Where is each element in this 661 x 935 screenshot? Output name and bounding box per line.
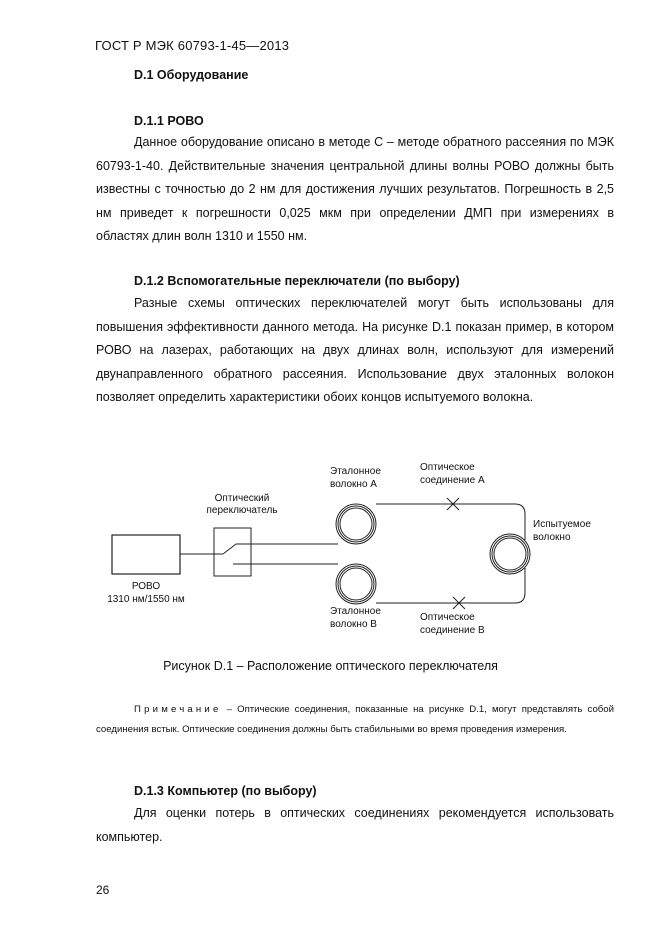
ref-b-label-line2: волокно В bbox=[330, 619, 377, 630]
pobo-label-line2: 1310 нм/1550 нм bbox=[107, 594, 185, 605]
test-fiber-coil bbox=[490, 534, 530, 574]
optical-switch-box bbox=[214, 528, 251, 576]
paragraph-d13: Для оценки потерь в оптических соединениях рекомендуется использовать компьютер. bbox=[96, 806, 614, 844]
conn-a-label-line1: Оптическое bbox=[420, 462, 475, 473]
switch-label-line1: Оптический bbox=[214, 493, 270, 504]
section-heading-d11: D.1.1 РОВО bbox=[134, 114, 204, 128]
ref-b-label-line1: Эталонное bbox=[330, 606, 381, 617]
paragraph-d11: Данное оборудование описано в методе С – методе обратного рассеяния по МЭК 60793-1-40. Действительные значения центральной длины волны РОВО должны быть известны с точностью до 2 нм для достижения лучших результатов. Погрешность в 2,5 нм приведет к погрешности 0,025 мкм при определении ДМП при измерениях в областях длин волн 1310 и 1550 нм. bbox=[96, 135, 614, 243]
note-text: – Оптические соединения, показанные на рисунке D.1, могут представлять собой соединения встык. Оптические соединения должны быть стабильными во время проведения измерения. bbox=[96, 704, 614, 735]
pobo-box bbox=[112, 535, 180, 574]
page-number: 26 bbox=[96, 883, 110, 897]
switch-lever bbox=[223, 544, 236, 554]
test-fiber-label-line1: Испытуемое bbox=[533, 519, 591, 530]
pobo-label-line1: РОВО bbox=[131, 581, 161, 592]
reference-fiber-a-coil bbox=[336, 504, 376, 544]
conn-b-label-line1: Оптическое bbox=[420, 612, 475, 623]
figure-note bbox=[96, 700, 614, 740]
document-header: ГОСТ Р МЭК 60793-1-45—2013 bbox=[95, 38, 290, 53]
paragraph-d12: Разные схемы оптических переключателей могут быть использованы для повышения эффективности данного метода. На рисунке D.1 показан пример, в котором РОВО на лазерах, работающих на двух длинах волн, используют для измерений двунаправленного обратного рассеяния. Использование двух эталонных волокон позволяет определить характеристики обоих концов испытуемого волокна. bbox=[96, 296, 614, 404]
section-heading-d12: D.1.2 Вспомогательные переключатели (по выбору) bbox=[134, 274, 460, 288]
reference-fiber-b-coil bbox=[336, 564, 376, 604]
ref-a-label-line2: волокно А bbox=[330, 479, 377, 490]
conn-b-label-line2: соединение В bbox=[420, 625, 485, 636]
ref-a-label-line1: Эталонное bbox=[330, 466, 381, 477]
figure-caption: Рисунок D.1 – Расположение оптического переключателя bbox=[163, 659, 498, 673]
conn-a-label-line2: соединение А bbox=[420, 475, 485, 486]
section-heading-d13: D.1.3 Компьютер (по выбору) bbox=[134, 784, 317, 798]
switch-label-line2: переключатель bbox=[206, 505, 278, 516]
note-title: Примечание bbox=[134, 704, 222, 715]
test-fiber-label-line2: волокно bbox=[533, 532, 571, 543]
figure-d1-diagram bbox=[0, 440, 661, 650]
section-heading-d1: D.1 Оборудование bbox=[134, 68, 249, 82]
